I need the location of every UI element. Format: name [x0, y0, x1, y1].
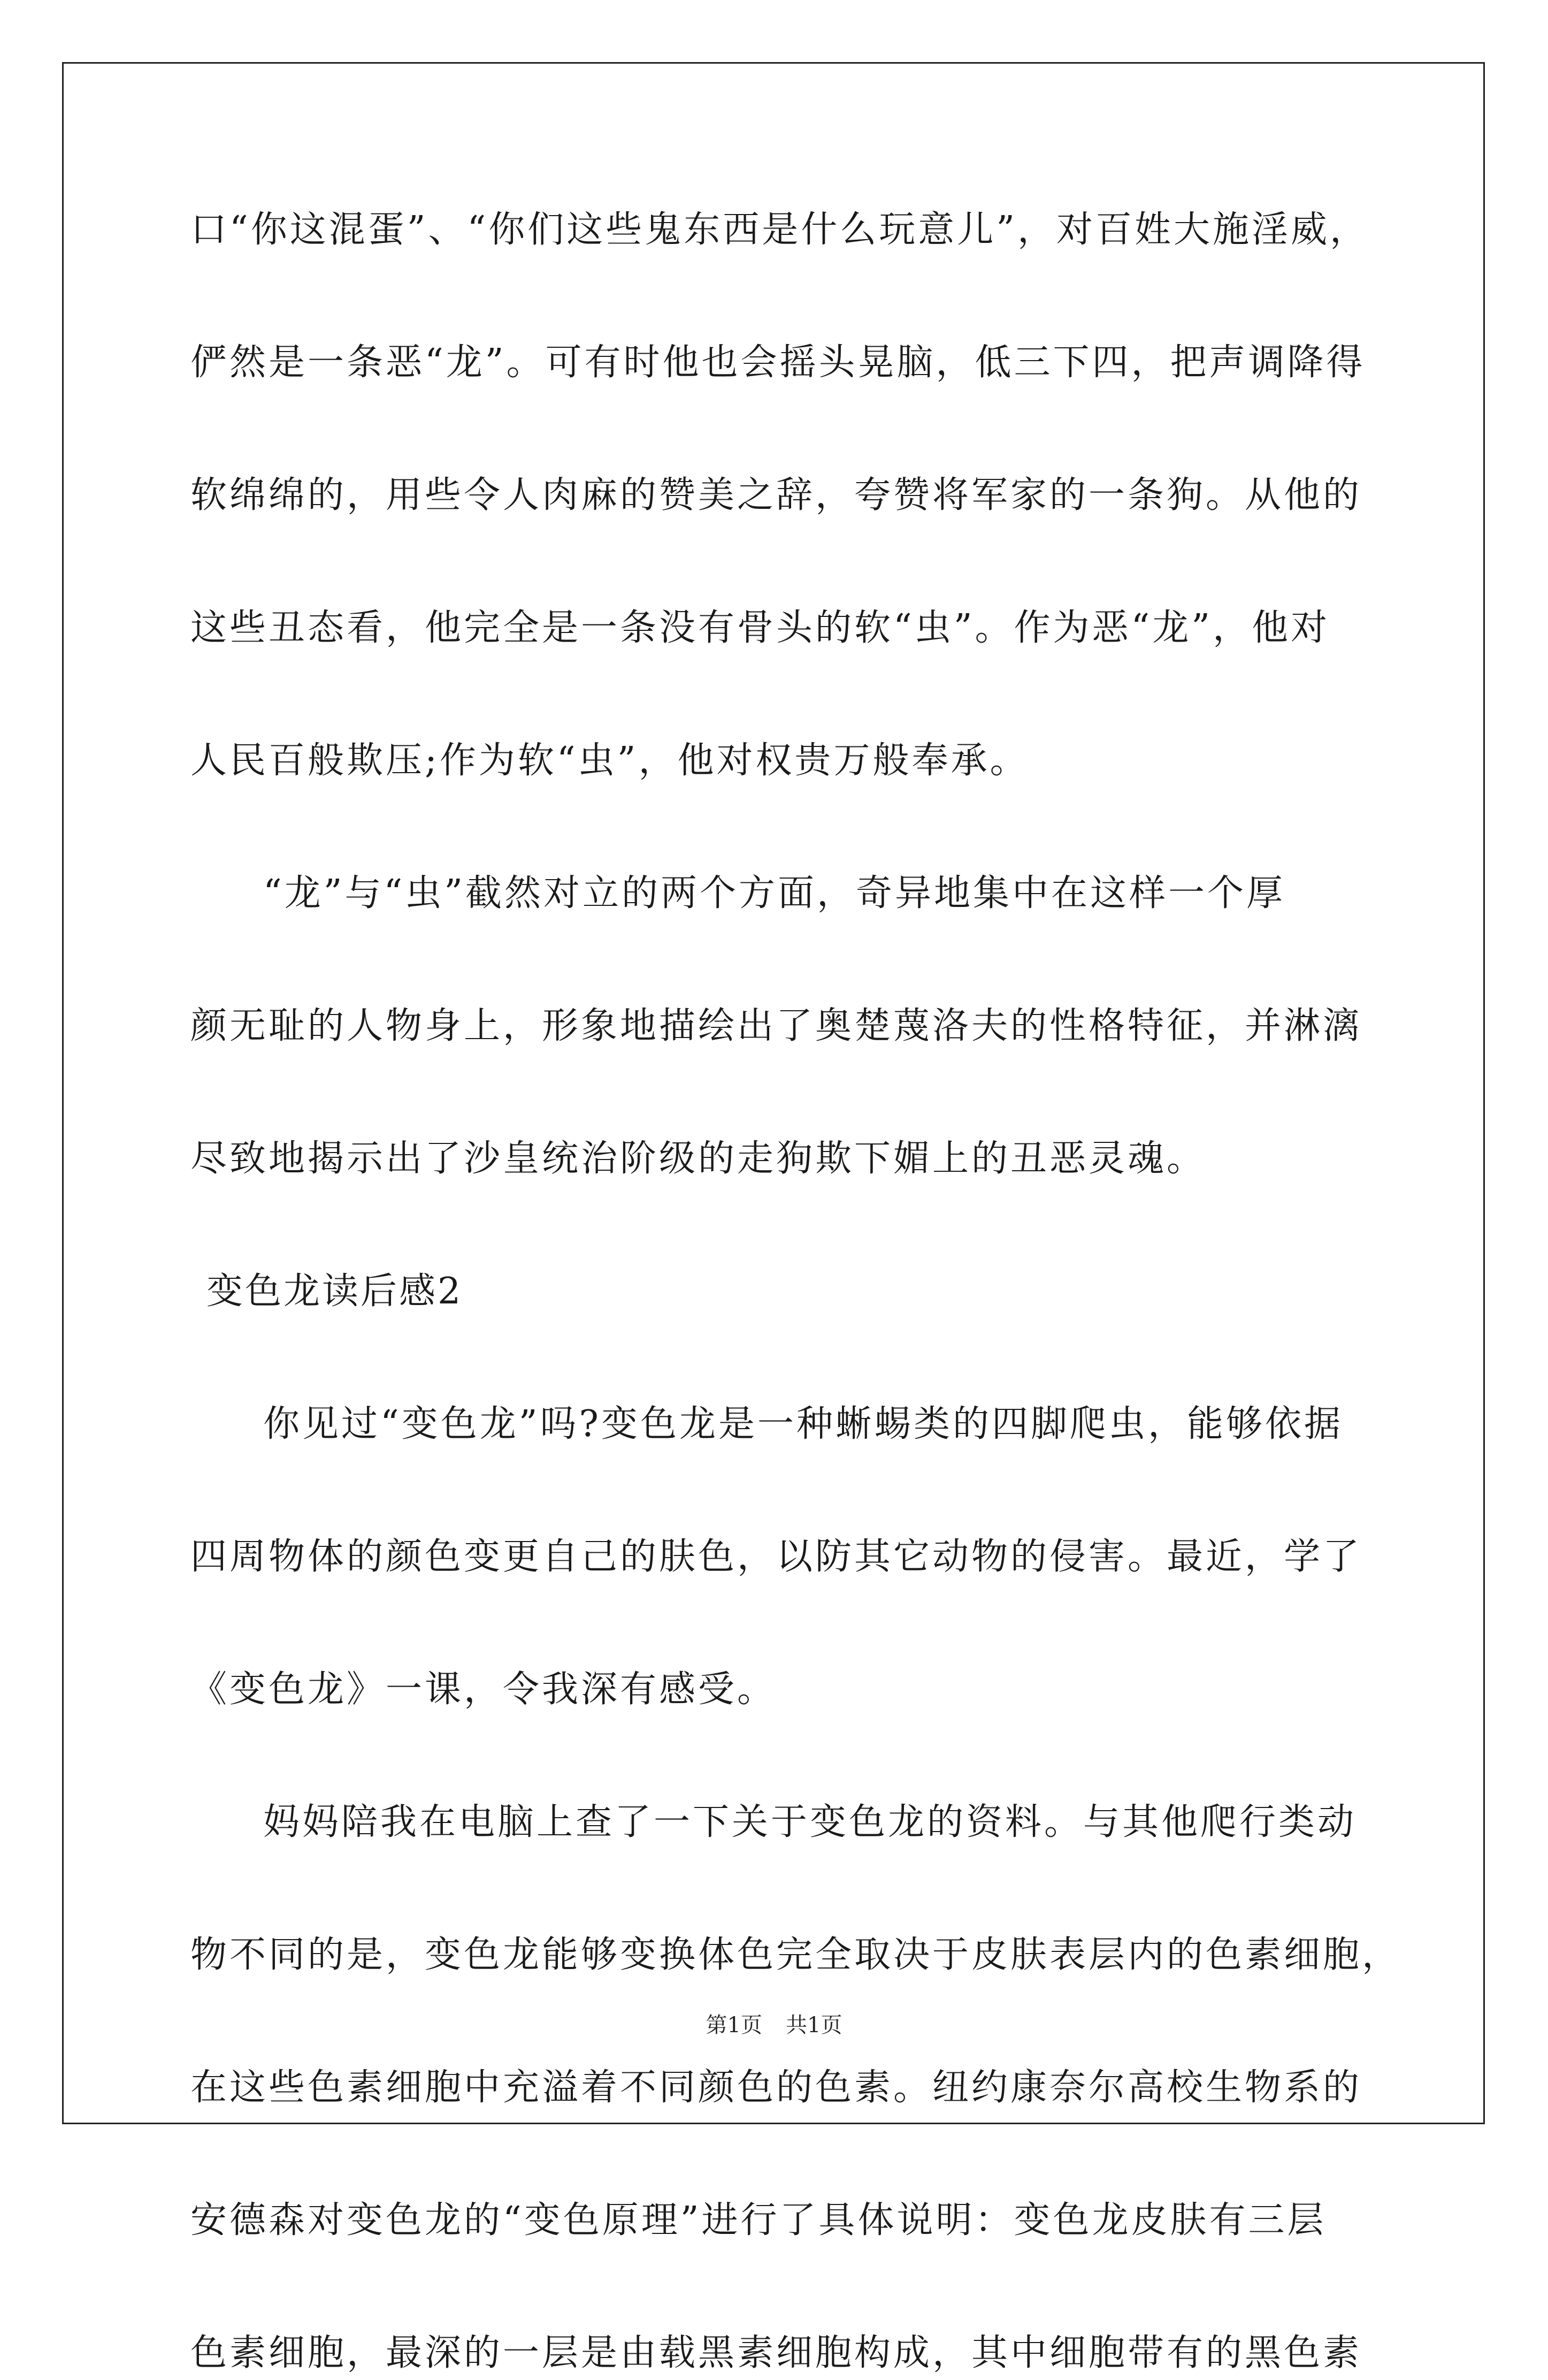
paragraph-start-line: 妈妈陪我在电脑上查了一下关于变色龙的资料。与其他爬行类动 [263, 1801, 1357, 1843]
text-line: 口“你这混蛋”、“你们这些鬼东西是什么玩意儿”，对百姓大施淫威， [190, 209, 1369, 251]
page-total: 共1页 [786, 2013, 842, 2038]
text-line: 这些丑态看，他完全是一条没有骨头的软“虫”。作为恶“龙”，他对 [190, 607, 1330, 649]
paragraph-start-line: 你见过“变色龙”吗?变色龙是一种蜥蜴类的四脚爬虫，能够依据 [263, 1403, 1343, 1445]
text-line: 软绵绵的，用些令人肉麻的赞美之辞，夸赞将军家的一条狗。从他的 [190, 474, 1362, 516]
paragraph-start-line: “龙”与“虫”截然对立的两个方面，奇异地集中在这样一个厚 [263, 872, 1286, 914]
text-line: 物不同的是，变色龙能够变换体色完全取决于皮肤表层内的色素细胞， [190, 1934, 1401, 1976]
text-line: 人民百般欺压;作为软“虫”，他对权贵万般奉承。 [190, 739, 1029, 782]
page-footer [0, 2012, 1548, 2039]
document-body [190, 203, 1401, 2380]
section-heading: 变色龙读后感2 [206, 1270, 463, 1313]
text-line: 安德森对变色龙的“变色原理”进行了具体说明：变色龙皮肤有三层 [190, 2199, 1327, 2241]
text-line: 俨然是一条恶“龙”。可有时他也会摇头晃脑，低三下四，把声调降得 [190, 341, 1366, 384]
text-line: 色素细胞，最深的一层是由载黑素细胞构成，其中细胞带有的黑色素 [190, 2332, 1362, 2374]
text-line: 在这些色素细胞中充溢着不同颜色的色素。纽约康奈尔高校生物系的 [190, 2066, 1362, 2109]
page-number: 第1页 [706, 2013, 762, 2038]
text-line: 四周物体的颜色变更自己的肤色，以防其它动物的侵害。最近，学了 [190, 1536, 1362, 1578]
text-line: 尽致地揭示出了沙皇统治阶级的走狗欺下媚上的丑恶灵魂。 [190, 1138, 1206, 1180]
text-line: 颜无耻的人物身上，形象地描绘出了奥楚蔑洛夫的性格特征，并淋漓 [190, 1005, 1362, 1047]
text-line: 《变色龙》一课，令我深有感受。 [190, 1668, 777, 1711]
